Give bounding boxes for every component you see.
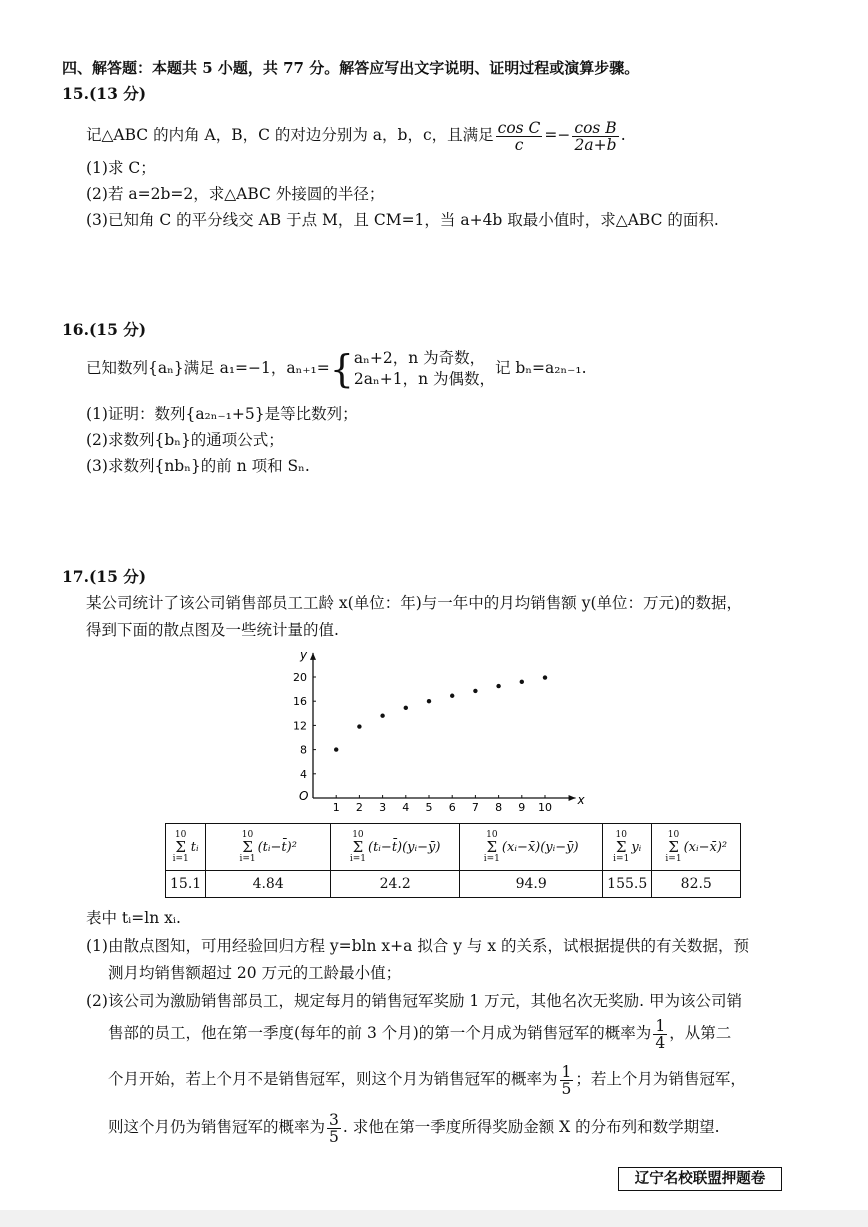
- sum-lower-limit: i=1: [349, 853, 367, 864]
- q17-part2-line2-text: 售部的员工，他在第一季度(每年的前 3 个月)的第一个月成为销售冠军的概率为: [108, 1024, 652, 1042]
- q15-number: 15.(13 分): [62, 84, 147, 103]
- x-tick-label: 2: [355, 801, 363, 813]
- q16-number: 16.(15 分): [62, 320, 147, 339]
- prob-frac-3-5: [327, 1112, 341, 1145]
- y-tick-label: 4: [300, 767, 307, 781]
- q17-part2-line1: (2)该公司为激励销售部员工，规定每月的销售冠军奖励 1 万元，其他名次无奖励. 甲为该公司销: [86, 992, 743, 1010]
- q17-part2-line3: [108, 1062, 746, 1097]
- header-sum-xy-cov: [460, 824, 603, 871]
- table-cell: 155.5: [603, 871, 652, 898]
- x-tick-label: 7: [471, 801, 479, 813]
- statistics-table: [165, 823, 741, 898]
- sum-upper-limit: 10: [615, 829, 627, 840]
- footer-badge: 辽宁名校联盟押题卷: [618, 1167, 782, 1191]
- sum-lower-limit: i=1: [172, 853, 189, 864]
- q16-stem: [86, 346, 587, 390]
- brace-glyph: {: [329, 347, 354, 391]
- q16-case2: 2aₙ+1，n 为偶数，: [353, 370, 495, 388]
- sum-body: (tᵢ−t̄)(yᵢ−ȳ): [368, 839, 441, 855]
- y-axis-label: y: [300, 648, 308, 662]
- y-tick-label: 12: [293, 719, 307, 733]
- table-cell: 94.9: [460, 871, 603, 898]
- q17-part2-line4-end: . 求他在第一季度所得奖励金额 X 的分布列和数学期望.: [342, 1118, 720, 1136]
- q16-part3: (3)求数列{nbₙ}的前 n 项和 Sₙ.: [86, 457, 310, 475]
- q15-frac2-den: 2a+b: [574, 135, 617, 154]
- scatter-point: [357, 724, 361, 728]
- q15-frac2-num: cos B: [574, 118, 617, 137]
- page-bottom-bar: [0, 1210, 868, 1227]
- x-tick-label: 3: [379, 801, 387, 813]
- q15-part3: (3)已知角 C 的平分线交 AB 于点 M，且 CM=1，当 a+4b 取最小值时，求△ABC 的面积.: [86, 211, 719, 229]
- q15-frac-right: [572, 120, 618, 153]
- q15-stem-text: 记△ABC 的内角 A，B，C 的对边分别为 a，b，c，且满足: [86, 126, 494, 144]
- y-tick-label: 8: [300, 743, 307, 757]
- q17-part2-line2-end: ，从第二: [669, 1024, 732, 1042]
- q15-frac-left: [496, 120, 543, 153]
- sigma-symbol: Σ: [242, 837, 253, 856]
- header-sum-y: [603, 824, 652, 871]
- q16-stem-post: 记 bₙ=a₂ₙ₋₁.: [494, 359, 587, 377]
- q15-eq: =−: [544, 126, 571, 144]
- x-tick-label: 8: [495, 801, 503, 813]
- scatter-plot: [285, 648, 595, 813]
- sum-body: yᵢ: [631, 839, 642, 855]
- frac-den: 5: [329, 1127, 339, 1146]
- header-sum-ty-cov: [331, 824, 460, 871]
- q17-stem-line2: 得到下面的散点图及一些统计量的值.: [86, 621, 339, 639]
- header-sum-x-dev-sq: [652, 824, 741, 871]
- q15-stem-end: .: [620, 126, 626, 144]
- frac-num: 1: [561, 1062, 572, 1081]
- y-tick-label: 20: [293, 671, 307, 684]
- prob-frac-1-5: [560, 1064, 574, 1097]
- table-cell: 4.84: [206, 871, 331, 898]
- sum-upper-limit: 10: [174, 829, 187, 840]
- x-tick-label: 4: [402, 801, 410, 813]
- sum-upper-limit: 10: [667, 829, 680, 840]
- q17-stem-line1: 某公司统计了该公司销售部员工工龄 x(单位：年)与一年中的月均销售额 y(单位：万元)的数据，: [86, 594, 743, 612]
- scatter-point: [496, 684, 500, 688]
- x-axis-arrow: [569, 795, 576, 801]
- header-sum-t: [166, 824, 206, 871]
- scatter-point: [334, 747, 338, 751]
- q17-part2-line3-text: 个月开始，若上个月不是销售冠军，则这个月为销售冠军的概率为: [108, 1070, 558, 1088]
- q15-frac1-den: c: [514, 135, 524, 154]
- scatter-point: [404, 706, 408, 710]
- q15-part2: (2)若 a=2b=2，求△ABC 外接圆的半径；: [86, 185, 385, 203]
- sum-lower-limit: i=1: [665, 853, 682, 864]
- frac-num: 3: [329, 1110, 339, 1129]
- scatter-point: [380, 714, 384, 718]
- x-tick-label: 1: [332, 801, 340, 813]
- scatter-point: [450, 694, 454, 698]
- x-tick-label: 6: [448, 801, 456, 813]
- sum-body: (xᵢ−x̄)²: [683, 839, 728, 855]
- x-axis-label: x: [577, 793, 585, 807]
- sum-body: (xᵢ−x̄)(yᵢ−ȳ): [501, 839, 579, 855]
- q16-part1: (1)证明：数列{a₂ₙ₋₁+5}是等比数列；: [86, 405, 358, 423]
- q15-part1: (1)求 C；: [86, 159, 156, 177]
- q17-note: 表中 tᵢ=ln xᵢ.: [86, 909, 181, 927]
- table-cell: 24.2: [331, 871, 460, 898]
- sum-lower-limit: i=1: [613, 853, 630, 864]
- sigma-symbol: Σ: [352, 837, 364, 856]
- scatter-point: [520, 680, 524, 684]
- table-values-row: [166, 871, 741, 898]
- section-header: 四、解答题：本题共 5 小题，共 77 分。解答应写出文字说明、证明过程或演算步骤。: [62, 59, 640, 77]
- origin-label: O: [299, 789, 309, 803]
- frac-num: 1: [655, 1016, 666, 1035]
- table-header-row: [166, 824, 741, 871]
- x-tick-label: 10: [538, 801, 552, 813]
- q16-part2: (2)求数列{bₙ}的通项公式；: [86, 431, 284, 449]
- sum-body: tᵢ: [190, 839, 199, 855]
- q17-part2-line4-text: 则这个月仍为销售冠军的概率为: [108, 1118, 326, 1136]
- table-cell: 82.5: [652, 871, 741, 898]
- q15-stem: [86, 118, 626, 153]
- q17-part2-line2: [108, 1016, 731, 1051]
- q16-cases: [354, 348, 495, 390]
- sum-upper-limit: 10: [352, 829, 364, 840]
- scatter-point: [543, 675, 547, 679]
- y-tick-label: 16: [293, 695, 307, 709]
- q17-part2-line3-end: ；若上个月为销售冠军，: [575, 1070, 746, 1088]
- x-tick-label: 9: [518, 801, 526, 813]
- sigma-symbol: Σ: [615, 837, 627, 856]
- x-tick-label: 5: [425, 801, 433, 813]
- sigma-symbol: Σ: [486, 837, 498, 856]
- table-cell: 15.1: [166, 871, 206, 898]
- y-axis-arrow: [310, 653, 316, 660]
- scatter-point: [473, 689, 477, 693]
- q17-part1-line1: (1)由散点图知，可用经验回归方程 y=bln x+a 拟合 y 与 x 的关系，试根据提供的有关数据，预: [86, 937, 750, 955]
- prob-frac-1-4: [653, 1018, 667, 1051]
- frac-den: 4: [655, 1033, 666, 1052]
- q16-stem-text: 已知数列{aₙ}满足 a₁=−1，aₙ₊₁=: [86, 359, 330, 377]
- sum-body: (tᵢ−t̄)²: [257, 839, 297, 855]
- frac-den: 5: [561, 1079, 572, 1098]
- header-sum-t-dev-sq: [206, 824, 331, 871]
- q17-part2-line4: [108, 1110, 720, 1145]
- q17-number: 17.(15 分): [62, 567, 147, 586]
- sum-upper-limit: 10: [486, 829, 498, 840]
- scatter-point: [427, 699, 431, 703]
- sigma-symbol: Σ: [668, 837, 679, 856]
- q17-part1-line2: 测月均销售额超过 20 万元的工龄最小值；: [108, 964, 402, 982]
- sigma-symbol: Σ: [175, 837, 186, 856]
- q15-frac1-num: cos C: [497, 118, 541, 137]
- q16-case1: aₙ+2，n 为奇数，: [353, 349, 486, 367]
- sum-lower-limit: i=1: [483, 853, 500, 864]
- sum-lower-limit: i=1: [239, 853, 256, 864]
- sum-upper-limit: 10: [241, 829, 254, 840]
